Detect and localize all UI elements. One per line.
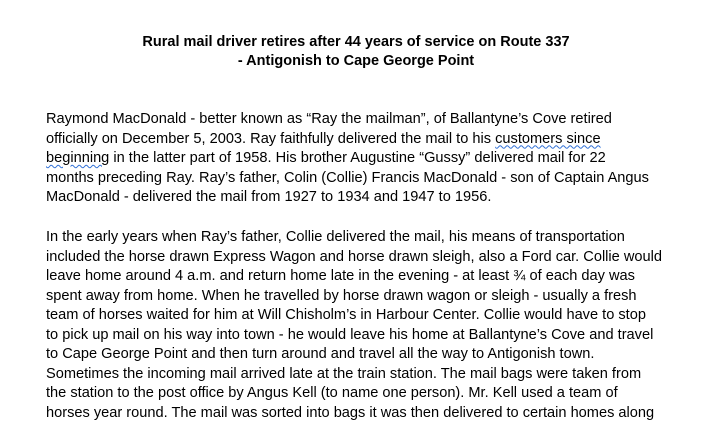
title-line-2: - Antigonish to Cape George Point bbox=[0, 52, 712, 71]
paragraph-line bbox=[46, 169, 706, 189]
paragraph-1 bbox=[46, 110, 706, 208]
paragraph-line bbox=[46, 110, 706, 130]
document-title bbox=[0, 33, 712, 71]
text-run: MacDonald - delivered the mail from 1927 to 1934 and 1947 to 1956. bbox=[46, 189, 491, 205]
paragraph-line: to Cape George Point and then turn around and travel all the way to Antigonish town. bbox=[46, 345, 706, 365]
paragraph-line: In the early years when Ray’s father, Collie delivered the mail, his means of transportation bbox=[46, 228, 706, 248]
paragraph-line: Sometimes the incoming mail arrived late at the train station. The mail bags were taken from bbox=[46, 365, 706, 385]
paragraph-2 bbox=[46, 228, 706, 423]
paragraph-line bbox=[46, 130, 706, 150]
spellcheck-flagged-text[interactable]: customers since bbox=[495, 131, 600, 147]
text-run: officially on December 5, 2003. Ray faithfully delivered the mail to his bbox=[46, 131, 495, 147]
title-line-1: Rural mail driver retires after 44 years of service on Route 337 bbox=[0, 33, 712, 52]
paragraph-line bbox=[46, 149, 706, 169]
paragraph-line: horses year round. The mail was sorted into bags it was then delivered to certain homes along bbox=[46, 404, 706, 423]
text-run: in the latter part of 1958. His brother Augustine “Gussy” delivered mail for 22 bbox=[109, 150, 605, 166]
spellcheck-flagged-text[interactable]: beginning bbox=[46, 150, 109, 166]
paragraph-line: spent away from home. When he travelled by horse drawn wagon or sleigh - usually a fresh bbox=[46, 287, 706, 307]
paragraph-line: team of horses waited for him at Will Chisholm’s in Harbour Center. Collie would have to stop bbox=[46, 306, 706, 326]
paragraph-line: leave home around 4 a.m. and return home late in the evening - at least ¾ of each day was bbox=[46, 267, 706, 287]
paragraph-line bbox=[46, 188, 706, 208]
paragraph-line: the station to the post office by Angus Kell (to name one person). Mr. Kell used a team of bbox=[46, 384, 706, 404]
text-run: Raymond MacDonald - better known as “Ray the mailman”, of Ballantyne’s Cove retired bbox=[46, 111, 612, 127]
text-run: months preceding Ray. Ray’s father, Colin (Collie) Francis MacDonald - son of Captain Angus bbox=[46, 170, 649, 186]
paragraph-line: included the horse drawn Express Wagon and horse drawn sleigh, also a Ford car. Collie would bbox=[46, 248, 706, 268]
paragraph-line: to pick up mail on his way into town - he would leave his home at Ballantyne’s Cove and travel bbox=[46, 326, 706, 346]
